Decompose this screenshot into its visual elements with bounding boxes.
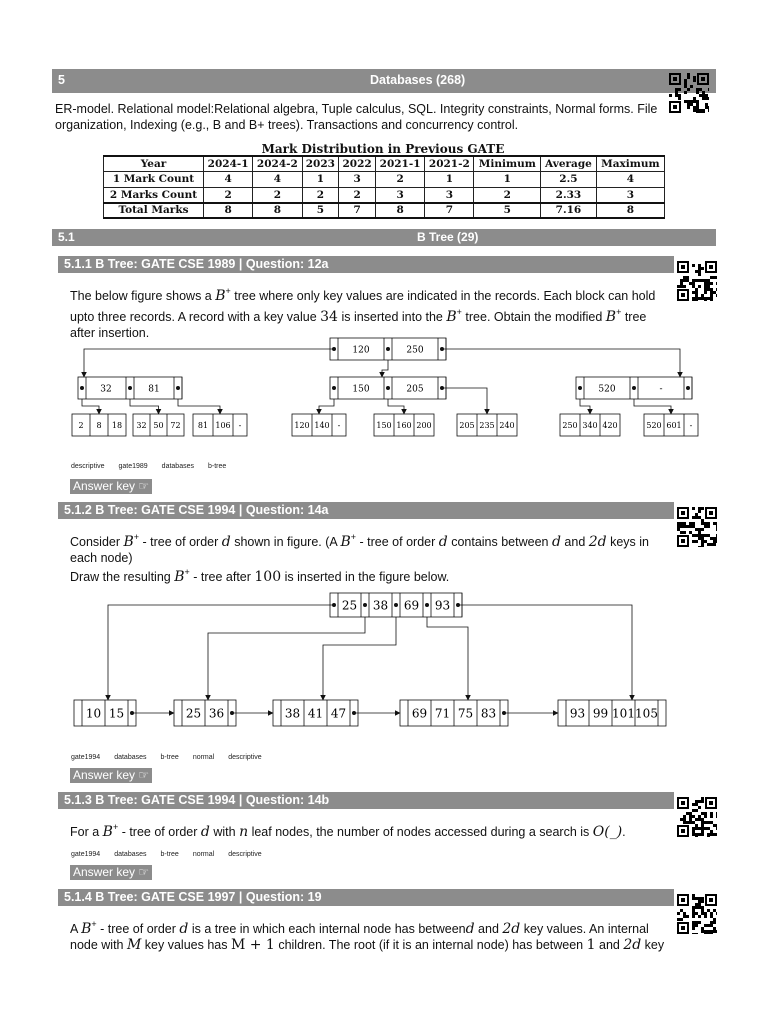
question-tags: [71, 463, 240, 470]
key-label: 601: [666, 421, 682, 430]
key-label: 71: [434, 706, 451, 721]
pointer-dot: [176, 386, 180, 390]
table-cell: 1 Mark Count: [104, 172, 204, 188]
leaf-node: [558, 700, 666, 726]
qr-code-icon[interactable]: [677, 261, 717, 301]
question-text: For a B+ - tree of order d with n leaf nodes, the number of nodes accessed during a search is O(_).: [70, 822, 626, 840]
table-header: 2021-2: [425, 156, 474, 172]
section-title: B Tree (29): [417, 230, 479, 244]
key-label: 160: [396, 421, 412, 430]
table-cell: 4: [253, 172, 302, 188]
table-cell: 7.16: [541, 203, 597, 219]
tree-edge: [84, 349, 334, 377]
key-label: 150: [352, 384, 370, 395]
pointer-dot: [386, 386, 390, 390]
question-text: A B+ - tree of order d is a tree in which each internal node has betweend and 2d key values. An internal node with M key values has M + 1 children. The root (if it is an internal node) has between 1 and 2d key: [70, 919, 665, 953]
pointer-dot: [425, 603, 429, 607]
key-label: 106: [215, 421, 231, 430]
table-cell: 8: [204, 203, 253, 219]
qr-pattern: [677, 261, 717, 301]
table-cell: 1: [474, 172, 541, 188]
internal-node: [78, 377, 182, 399]
key-label: 38: [372, 598, 389, 613]
tree-edge: [178, 399, 220, 414]
pointer-dot: [394, 603, 398, 607]
table-cell: 2: [375, 172, 424, 188]
key-label: 10: [85, 706, 102, 721]
pointer-dot: [363, 603, 367, 607]
tag[interactable]: gate1994: [71, 754, 101, 761]
question-heading: 5.1.3 B Tree: GATE CSE 1994 | Question: 14b: [58, 792, 674, 809]
leaf-node: [193, 414, 247, 436]
tree-edge: [382, 360, 388, 377]
key-label: 200: [416, 421, 432, 430]
table-cell: 7: [339, 203, 376, 219]
tree-edge: [458, 605, 632, 700]
key-label: 18: [111, 421, 123, 430]
key-label: 340: [582, 421, 598, 430]
tag[interactable]: normal: [192, 851, 215, 858]
chapter-title: Databases (268): [370, 73, 466, 87]
key-label: 25: [341, 598, 358, 613]
key-label: 520: [598, 384, 616, 395]
table-cell: 2: [474, 187, 541, 203]
key-label: 81: [148, 384, 160, 395]
internal-node: [576, 377, 692, 399]
qr-code-icon[interactable]: [677, 894, 717, 934]
table-cell: 1: [302, 172, 339, 188]
root-node: [330, 338, 446, 360]
table-header: Year: [104, 156, 204, 172]
key-label: 69: [403, 598, 420, 613]
root-node: [330, 593, 462, 617]
tree-edge: [388, 399, 404, 414]
leaf-node: [273, 700, 358, 726]
tag[interactable]: b-tree: [160, 754, 179, 761]
tree-2-nodes: [74, 593, 666, 726]
leaf-node: [374, 414, 434, 436]
table-header: 2021-1: [375, 156, 424, 172]
key-label: 240: [499, 421, 515, 430]
key-label: 150: [376, 421, 392, 430]
question-heading: 5.1.4 B Tree: GATE CSE 1997 | Question: 19: [58, 889, 674, 906]
tag[interactable]: gate1994: [71, 851, 101, 858]
pointer-dot: [128, 386, 132, 390]
key-label: 93: [569, 706, 586, 721]
leaf-node: [74, 700, 136, 726]
key-label: 8: [96, 421, 102, 430]
math-b: B: [215, 288, 226, 304]
chapter-intro: ER-model. Relational model:Relational algebra, Tuple calculus, SQL. Integrity constraints, Normal forms. File organization, Indexing (e.g., B and B+ trees). Transactions and concurrency control.: [55, 102, 658, 132]
table-header: Average: [541, 156, 597, 172]
question-text: The below figure shows a B+ tree where only key values are indicated in the records. Each block can hold upto three records. A record with a key value 34 is inserted into the B+ tree. Obtain the modified B+ tree after insertion.: [70, 286, 656, 340]
tag[interactable]: gate1989: [118, 463, 148, 470]
key-label: -: [659, 384, 663, 395]
key-label: 50: [153, 421, 164, 430]
key-label: 69: [411, 706, 428, 721]
question-text: Consider B+ - tree of order d shown in figure. (A B+ - tree of order d contains between d and 2d keys in each node): [70, 532, 650, 565]
answer-key-button[interactable]: Answer key ☞: [70, 768, 152, 783]
qr-pattern: [669, 73, 709, 113]
mark-distribution-table: [103, 155, 665, 219]
leaf-node: [644, 414, 698, 436]
answer-key-button[interactable]: Answer key ☞: [70, 865, 152, 880]
table-header: 2024-1: [204, 156, 253, 172]
key-label: 83: [480, 706, 497, 721]
table-cell: 2.5: [541, 172, 597, 188]
section-header: [52, 229, 716, 246]
tag[interactable]: databases: [114, 851, 147, 858]
leaf-node: [72, 414, 126, 436]
leaf-node: [133, 414, 184, 436]
table-cell: 2: [339, 187, 376, 203]
key-label: 520: [646, 421, 662, 430]
tree-edge: [208, 617, 365, 700]
tree-edge: [442, 349, 680, 377]
chapter-header: [52, 69, 716, 93]
key-label: 105: [635, 706, 658, 721]
table-header: Minimum: [474, 156, 541, 172]
table-cell: 8: [375, 203, 424, 219]
tree-edge: [634, 399, 671, 414]
tree-edge: [442, 388, 487, 414]
leaf-node: [400, 700, 508, 726]
pointer-dot: [80, 386, 84, 390]
tree-edge: [427, 617, 468, 700]
table-header: 2024-2: [253, 156, 302, 172]
tree-edge: [580, 399, 590, 414]
key-label: 47: [330, 706, 347, 721]
leaf-node: [560, 414, 620, 436]
tag[interactable]: descriptive: [228, 851, 262, 858]
key-label: 32: [136, 421, 147, 430]
leaf-node: [457, 414, 517, 436]
tag[interactable]: descriptive: [71, 463, 105, 470]
key-label: 120: [294, 421, 310, 430]
key-label: 81: [197, 421, 209, 430]
table-row: [104, 172, 665, 188]
tag[interactable]: b-tree: [160, 851, 179, 858]
table-cell: 1: [425, 172, 474, 188]
table-cell: 3: [339, 172, 376, 188]
link-icon: ☞: [135, 768, 150, 782]
key-label: 2: [78, 421, 84, 430]
table-cell: Total Marks: [104, 203, 204, 219]
key-label: 36: [208, 706, 225, 721]
qr-pattern: [677, 797, 717, 837]
tree-edge: [323, 617, 396, 700]
section-number: 5.1: [58, 230, 75, 244]
tree-edge: [108, 605, 334, 700]
key-label: 250: [562, 421, 578, 430]
tree-edge: [82, 399, 99, 414]
bplus-tree-figure-2: [60, 587, 720, 729]
key-label: 93: [434, 598, 451, 613]
question-heading: 5.1.1 B Tree: GATE CSE 1989 | Question: 12a: [58, 256, 674, 273]
key-label: 32: [100, 384, 112, 395]
qr-pattern: [677, 894, 717, 934]
table-cell: 2 Marks Count: [104, 187, 204, 203]
pointer-dot: [686, 386, 690, 390]
pointer-dot: [578, 386, 582, 390]
table-cell: 2: [302, 187, 339, 203]
link-icon: ☞: [135, 479, 150, 493]
table-row: [104, 203, 665, 219]
table-row: [104, 187, 665, 203]
key-label: 25: [185, 706, 202, 721]
pointer-dot: [632, 386, 636, 390]
pointer-dot: [332, 386, 336, 390]
qr-code-icon[interactable]: [677, 507, 717, 547]
key-label: 420: [602, 421, 618, 430]
key-label: 235: [479, 421, 495, 430]
table-cell: 3: [375, 187, 424, 203]
plus-superscript: +: [225, 286, 231, 296]
table-cell: 5: [474, 203, 541, 219]
key-label: 205: [459, 421, 475, 430]
question-tags: [71, 754, 276, 761]
qr-code-icon[interactable]: [669, 73, 709, 113]
tag[interactable]: databases: [161, 463, 194, 470]
answer-key-button[interactable]: Answer key ☞: [70, 479, 152, 494]
bplus-tree-figure-1: [60, 332, 720, 444]
table-cell: 5: [302, 203, 339, 219]
key-label: 120: [352, 345, 370, 356]
tag[interactable]: databases: [114, 754, 147, 761]
key-label: 205: [406, 384, 424, 395]
key-label: 38: [284, 706, 301, 721]
key-label: 41: [307, 706, 324, 721]
table-cell: 7: [425, 203, 474, 219]
pointer-dot: [386, 347, 390, 351]
tag[interactable]: normal: [192, 754, 215, 761]
internal-node: [330, 377, 446, 399]
tree-edge: [319, 399, 334, 414]
key-label: 15: [108, 706, 125, 721]
mark-distribution-title: Mark Distribution in Previous GATE: [261, 142, 505, 156]
tag[interactable]: descriptive: [228, 754, 262, 761]
table-cell: 4: [204, 172, 253, 188]
key-label: 99: [592, 706, 609, 721]
table-cell: 3: [596, 187, 664, 203]
question-heading: 5.1.2 B Tree: GATE CSE 1994 | Question: 14a: [58, 502, 674, 519]
key-label: 72: [170, 421, 181, 430]
key-label: 250: [406, 345, 424, 356]
key-label: 140: [314, 421, 330, 430]
table-header: 2022: [339, 156, 376, 172]
table-cell: 3: [425, 187, 474, 203]
table-cell: 8: [596, 203, 664, 219]
key-label: 75: [457, 706, 474, 721]
key-label: -: [238, 421, 242, 430]
tree-edge: [130, 399, 159, 414]
qr-code-icon[interactable]: [677, 797, 717, 837]
table-header: Maximum: [596, 156, 664, 172]
qr-pattern: [677, 507, 717, 547]
link-icon: ☞: [135, 865, 150, 879]
table-cell: 8: [253, 203, 302, 219]
tag[interactable]: b-tree: [207, 463, 227, 470]
tree-1-nodes: [72, 338, 698, 436]
table-cell: 2.33: [541, 187, 597, 203]
question-text: Draw the resulting B+ - tree after 100 is inserted in the figure below.: [70, 567, 450, 585]
chapter-number: 5: [58, 73, 65, 87]
key-label: -: [689, 421, 693, 430]
leaf-node: [292, 414, 346, 436]
leaf-node: [174, 700, 236, 726]
table-cell: 4: [596, 172, 664, 188]
key-label: 101: [612, 706, 635, 721]
table-header-row: [104, 156, 665, 172]
table-cell: 2: [204, 187, 253, 203]
table-header: 2023: [302, 156, 339, 172]
key-label: -: [337, 421, 341, 430]
question-tags: [71, 851, 276, 858]
table-cell: 2: [253, 187, 302, 203]
